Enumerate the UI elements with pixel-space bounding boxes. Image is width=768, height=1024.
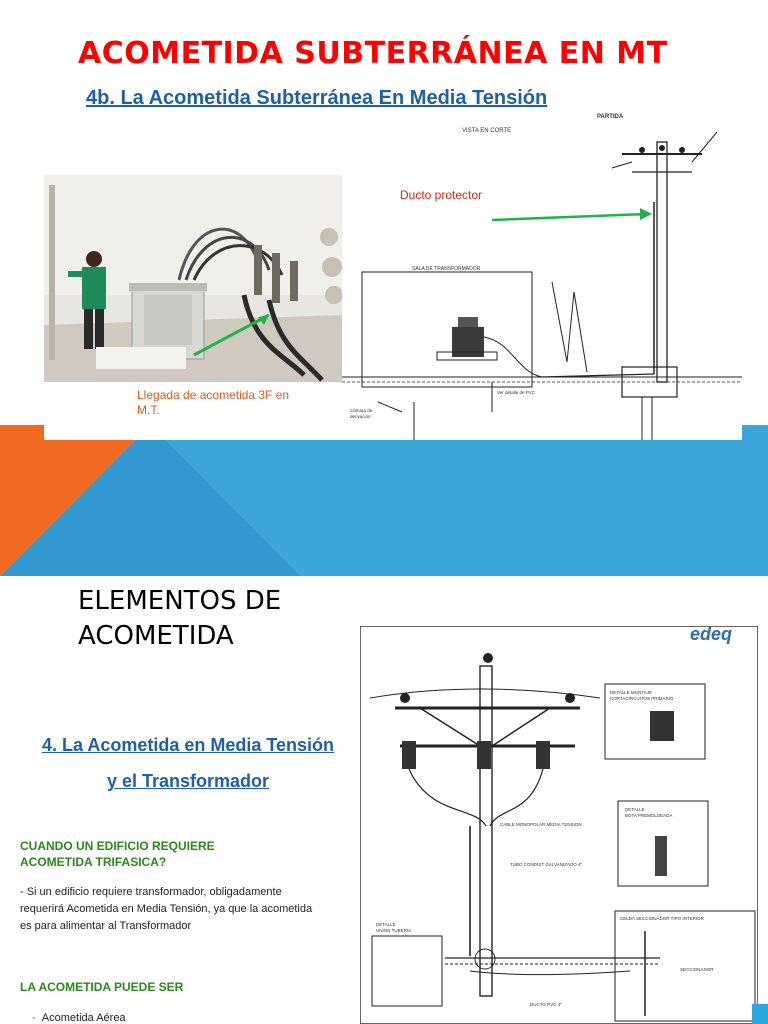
section-title: 4. La Acometida en Media Tensión y el Transformador — [41, 735, 335, 791]
bullet-item — [32, 1012, 126, 1024]
photo-caption: Llegada de acometida 3F en M.T. — [137, 388, 290, 417]
svg-text:DETALLE: DETALLE — [625, 807, 645, 812]
body-text: - Si un edificio requiere transformador, obligadamente requerirá Acometida en Media Tensión, ya que la acometida es para alimentar al Transformador — [20, 886, 313, 932]
underground-service-drawing — [342, 112, 742, 440]
slide-subtitle: 4b. La Acometida Subterránea En Media Tensión — [86, 87, 548, 109]
ducto-protector-label: Ducto protector — [400, 188, 483, 202]
slide-title: ACOMETIDA SUBTERRÁNEA EN MT — [78, 36, 668, 71]
svg-text:BOTA PREMOLDEADA: BOTA PREMOLDEADA — [625, 813, 673, 818]
elements-heading: ELEMENTOS DE ACOMETIDA — [78, 586, 282, 651]
bullet-dot: - — [32, 1012, 42, 1024]
bullet-text: Acometida Aérea — [41, 1012, 126, 1024]
svg-text:CORTACIRCUITOS PRIMARIO: CORTACIRCUITOS PRIMARIO — [610, 696, 674, 701]
question-text: CUANDO UN EDIFICIO REQUIERE ACOMETIDA TRIFASICA? — [20, 839, 215, 869]
svg-text:Ver detalle de PVC: Ver detalle de PVC — [497, 390, 536, 395]
svg-text:Cámara de: Cámara de — [350, 408, 373, 413]
svg-text:derivación: derivación — [350, 414, 371, 419]
edeq-logo: edeq — [690, 624, 733, 644]
puede-ser-heading: LA ACOMETIDA PUEDE SER — [20, 980, 184, 994]
transformer-room-photo — [44, 175, 342, 382]
svg-text:TUBO CONDUIT GALVANIZADO 4": TUBO CONDUIT GALVANIZADO 4" — [510, 862, 583, 867]
svg-text:SALA DE TRANSFORMADOR: SALA DE TRANSFORMADOR — [412, 266, 481, 272]
svg-text:SECCIONADOR: SECCIONADOR — [680, 967, 714, 972]
svg-text:CELDA SECCIONADOR TIPO INTERIO: CELDA SECCIONADOR TIPO INTERIOR — [620, 916, 704, 921]
slide-background-shapes — [0, 425, 768, 576]
svg-text:DETALLE MONTAJE: DETALLE MONTAJE — [610, 690, 653, 695]
pole-transformer-drawing — [360, 626, 758, 1024]
corner-accent — [752, 1004, 768, 1024]
svg-text:UNION TUBERIA: UNION TUBERIA — [376, 928, 412, 933]
svg-text:DETALLE: DETALLE — [376, 922, 396, 927]
svg-text:DUCTO PVC 4": DUCTO PVC 4" — [530, 1002, 562, 1007]
svg-text:CABLE MONOPOLAR MEDIA TENSION: CABLE MONOPOLAR MEDIA TENSION — [500, 822, 582, 827]
svg-text:PARTIDA: PARTIDA — [597, 114, 624, 120]
svg-text:VISTA EN CORTE: VISTA EN CORTE — [462, 128, 512, 134]
